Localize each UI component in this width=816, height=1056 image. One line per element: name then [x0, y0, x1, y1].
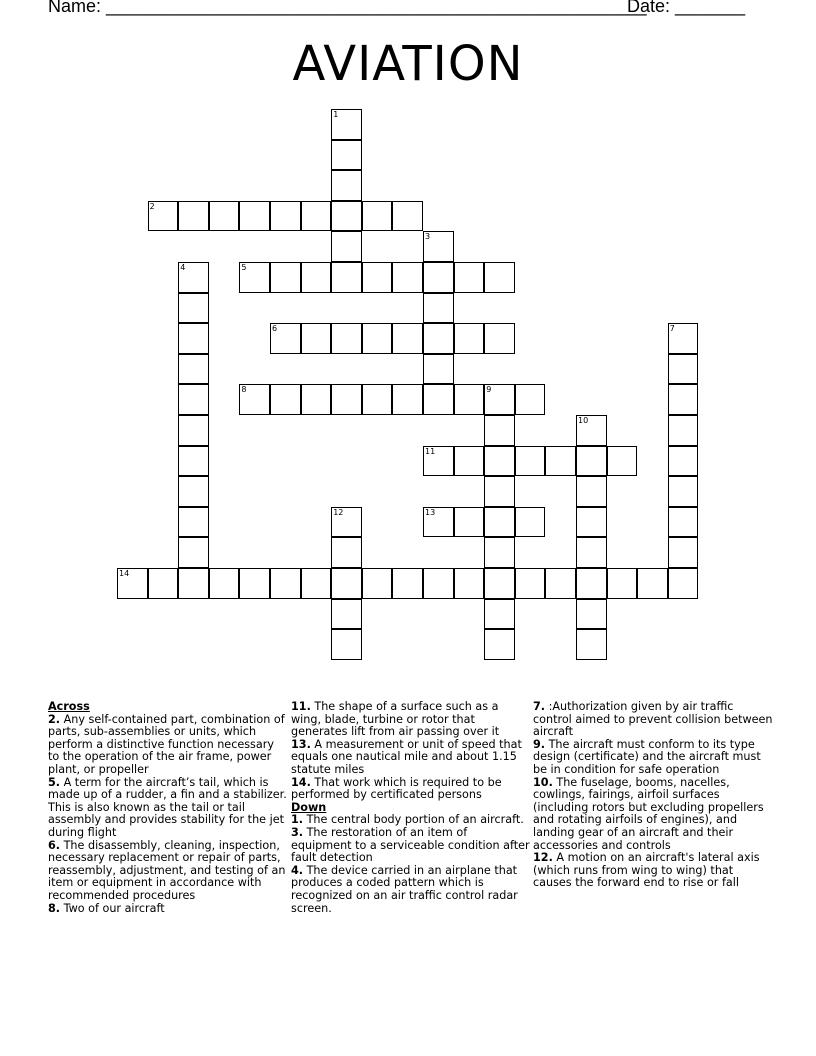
grid-cell[interactable] — [576, 629, 607, 660]
grid-cell[interactable] — [576, 599, 607, 630]
grid-cell[interactable] — [331, 599, 362, 630]
grid-cell[interactable] — [331, 201, 362, 232]
grid-cell[interactable] — [454, 262, 485, 293]
grid-cell[interactable] — [454, 323, 485, 354]
grid-cell[interactable] — [484, 446, 515, 477]
clue-down-4: 4. The device carried in an airplane that produces a coded pattern which is recognized on an air traffic control radar screen. — [291, 863, 518, 915]
grid-cell[interactable] — [668, 507, 699, 538]
grid-cell[interactable] — [423, 507, 454, 538]
grid-cell[interactable] — [545, 446, 576, 477]
grid-cell[interactable] — [178, 262, 209, 293]
clue-down-9: 9. The aircraft must conform to its type design (certificate) and the aircraft must be in condition for safe operation — [533, 737, 761, 776]
clue-number: 5 — [241, 263, 247, 272]
clue-number: 10 — [578, 416, 589, 425]
grid-cell[interactable] — [331, 170, 362, 201]
grid-cell[interactable] — [239, 568, 270, 599]
clue-number: 12 — [333, 507, 344, 517]
grid-cell[interactable] — [331, 140, 362, 171]
grid-cell[interactable] — [301, 201, 332, 232]
grid-cell[interactable] — [148, 201, 179, 232]
grid-cell[interactable] — [576, 568, 607, 599]
grid-cell[interactable] — [239, 262, 270, 293]
clue-across-5: 5. A term for the aircraft’s tail, which is made up of a rudder, a fin and a stabilizer. This is also known as the tail or tail assembly and provides stability for the jet during flight — [48, 775, 287, 839]
grid-cell[interactable] — [178, 354, 209, 385]
puzzle-title: AVIATION — [292, 36, 524, 92]
grid-cell[interactable] — [117, 568, 148, 599]
grid-cell[interactable] — [515, 568, 546, 599]
grid-cell[interactable] — [484, 599, 515, 630]
grid-cell[interactable] — [607, 446, 638, 477]
grid-cell[interactable] — [178, 293, 209, 324]
grid-cell[interactable] — [576, 537, 607, 568]
grid-cell[interactable] — [209, 201, 240, 232]
grid-cell[interactable] — [209, 568, 240, 599]
clue-down-1: 1. The central body portion of an aircraft. — [291, 813, 524, 827]
grid-cell[interactable] — [392, 262, 423, 293]
grid-cell[interactable] — [484, 476, 515, 507]
grid-cell[interactable] — [668, 476, 699, 507]
clue-number: 11 — [425, 446, 436, 456]
clue-number: 1 — [333, 110, 339, 119]
grid-cell[interactable] — [454, 384, 485, 415]
grid-cell[interactable] — [331, 629, 362, 660]
name-field-label[interactable]: Name: ______________________________________________________ — [48, 0, 647, 16]
grid-cell[interactable] — [178, 537, 209, 568]
clue-across-2: 2. Any self-contained part, combination of parts, sub-assemblies or units, which perform a distinctive function necessary to the operation of the air frame, power plant, or propeller — [48, 712, 285, 776]
grid-cell[interactable] — [423, 231, 454, 262]
grid-cell[interactable] — [576, 415, 607, 446]
grid-cell[interactable] — [668, 415, 699, 446]
clue-across-8: 8. Two of our aircraft — [48, 901, 165, 915]
grid-cell[interactable] — [301, 323, 332, 354]
clue-number: 13 — [425, 507, 436, 517]
grid-cell[interactable] — [454, 568, 485, 599]
clue-number: 2 — [149, 201, 155, 211]
grid-cell[interactable] — [423, 323, 454, 354]
grid-cell[interactable] — [178, 568, 209, 599]
grid-cell[interactable] — [423, 354, 454, 385]
clue-number: 7 — [669, 324, 675, 334]
grid-cell[interactable] — [178, 323, 209, 354]
grid-cell[interactable] — [423, 446, 454, 477]
grid-cell[interactable] — [331, 384, 362, 415]
grid-cell[interactable] — [484, 262, 515, 293]
grid-cell[interactable] — [484, 384, 515, 415]
grid-cell[interactable] — [331, 262, 362, 293]
grid-cell[interactable] — [178, 507, 209, 538]
grid-cell[interactable] — [668, 384, 699, 415]
grid-cell[interactable] — [362, 568, 393, 599]
down-header: Down — [291, 800, 327, 814]
grid-cell[interactable] — [392, 201, 423, 232]
grid-cell[interactable] — [270, 384, 301, 415]
grid-cell[interactable] — [362, 323, 393, 354]
grid-cell[interactable] — [331, 568, 362, 599]
grid-cell[interactable] — [515, 446, 546, 477]
clue-number: 9 — [486, 385, 492, 395]
across-clue-list — [48, 714, 288, 916]
clue-across-14: 14. That work which is required to be performed by certificated persons — [291, 775, 502, 802]
grid-cell[interactable] — [362, 262, 393, 293]
clues-column-3 — [533, 701, 773, 890]
grid-cell[interactable] — [423, 262, 454, 293]
grid-cell[interactable] — [301, 568, 332, 599]
clue-down-3: 3. The restoration of an item of equipment to a serviceable condition after fault detection — [291, 825, 530, 865]
grid-cell[interactable] — [270, 568, 301, 599]
grid-cell[interactable] — [515, 507, 546, 538]
grid-cell[interactable] — [392, 384, 423, 415]
grid-cell[interactable] — [392, 323, 423, 354]
grid-cell[interactable] — [301, 384, 332, 415]
grid-cell[interactable] — [178, 446, 209, 477]
clue-across-11: 11. The shape of a surface such as a wing, blade, turbine or rotor that generates lift from air passing over it — [291, 700, 500, 739]
grid-cell[interactable] — [484, 507, 515, 538]
clues-column-2 — [291, 701, 531, 915]
grid-cell[interactable] — [331, 109, 362, 140]
clue-number: 3 — [425, 232, 431, 242]
clue-across-6: 6. The disassembly, cleaning, inspection, necessary replacement or repair of parts, reassembly, adjustment, and testing of an item or equipment in accordance with recommended procedures — [48, 838, 286, 902]
grid-cell[interactable] — [270, 201, 301, 232]
clue-number: 4 — [180, 263, 186, 272]
grid-cell[interactable] — [301, 262, 332, 293]
grid-cell[interactable] — [423, 384, 454, 415]
clue-down-12: 12. A motion on an aircraft's lateral axis (which runs from wing to wing) that causes the forward end to rise or fall — [533, 851, 760, 890]
grid-cell[interactable] — [331, 323, 362, 354]
grid-cell[interactable] — [178, 384, 209, 415]
grid-cell[interactable] — [148, 568, 179, 599]
grid-cell[interactable] — [362, 384, 393, 415]
grid-cell[interactable] — [515, 384, 546, 415]
grid-cell[interactable] — [178, 476, 209, 507]
grid-cell[interactable] — [178, 415, 209, 446]
clue-down-10: 10. The fuselage, booms, nacelles, cowlings, fairings, airfoil surfaces (including rotors but excluding propellers and rotating airfoils of engines), and landing gear of an aircraft and their accessories and controls — [533, 775, 764, 852]
grid-cell[interactable] — [668, 568, 699, 599]
grid-cell[interactable] — [576, 476, 607, 507]
grid-cell[interactable] — [576, 507, 607, 538]
clue-number: 14 — [119, 569, 130, 578]
grid-cell[interactable] — [668, 537, 699, 568]
grid-cell[interactable] — [484, 629, 515, 660]
grid-cell[interactable] — [270, 323, 301, 354]
grid-cell[interactable] — [484, 537, 515, 568]
clue-number: 8 — [241, 385, 247, 395]
grid-cell[interactable] — [484, 323, 515, 354]
grid-cell[interactable] — [637, 568, 668, 599]
grid-cell[interactable] — [576, 446, 607, 477]
grid-cell[interactable] — [545, 568, 576, 599]
grid-cell[interactable] — [668, 323, 699, 354]
grid-cell[interactable] — [178, 201, 209, 232]
grid-cell[interactable] — [331, 537, 362, 568]
clue-across-13: 13. A measurement or unit of speed that equals one nautical mile and about 1.15 statute miles — [291, 737, 522, 776]
date-field-label[interactable]: Date: _______ — [627, 0, 746, 16]
grid-cell[interactable] — [239, 384, 270, 415]
grid-cell[interactable] — [392, 568, 423, 599]
clue-number: 6 — [272, 324, 278, 334]
grid-cell[interactable] — [362, 201, 393, 232]
grid-cell[interactable] — [607, 568, 638, 599]
clue-down-7: 7. :Authorization given by air traffic control aimed to prevent collision between aircraft — [533, 700, 773, 739]
grid-cell[interactable] — [423, 568, 454, 599]
grid-cell[interactable] — [331, 507, 362, 538]
across-header: Across — [48, 700, 90, 713]
grid-cell[interactable] — [331, 231, 362, 262]
grid-cell[interactable] — [484, 415, 515, 446]
grid-cell[interactable] — [454, 507, 485, 538]
clues-column-1 — [48, 701, 288, 915]
grid-cell[interactable] — [270, 262, 301, 293]
grid-cell[interactable] — [484, 568, 515, 599]
grid-cell[interactable] — [454, 446, 485, 477]
grid-cell[interactable] — [423, 293, 454, 324]
grid-cell[interactable] — [239, 201, 270, 232]
grid-cell[interactable] — [668, 446, 699, 477]
grid-cell[interactable] — [668, 354, 699, 385]
